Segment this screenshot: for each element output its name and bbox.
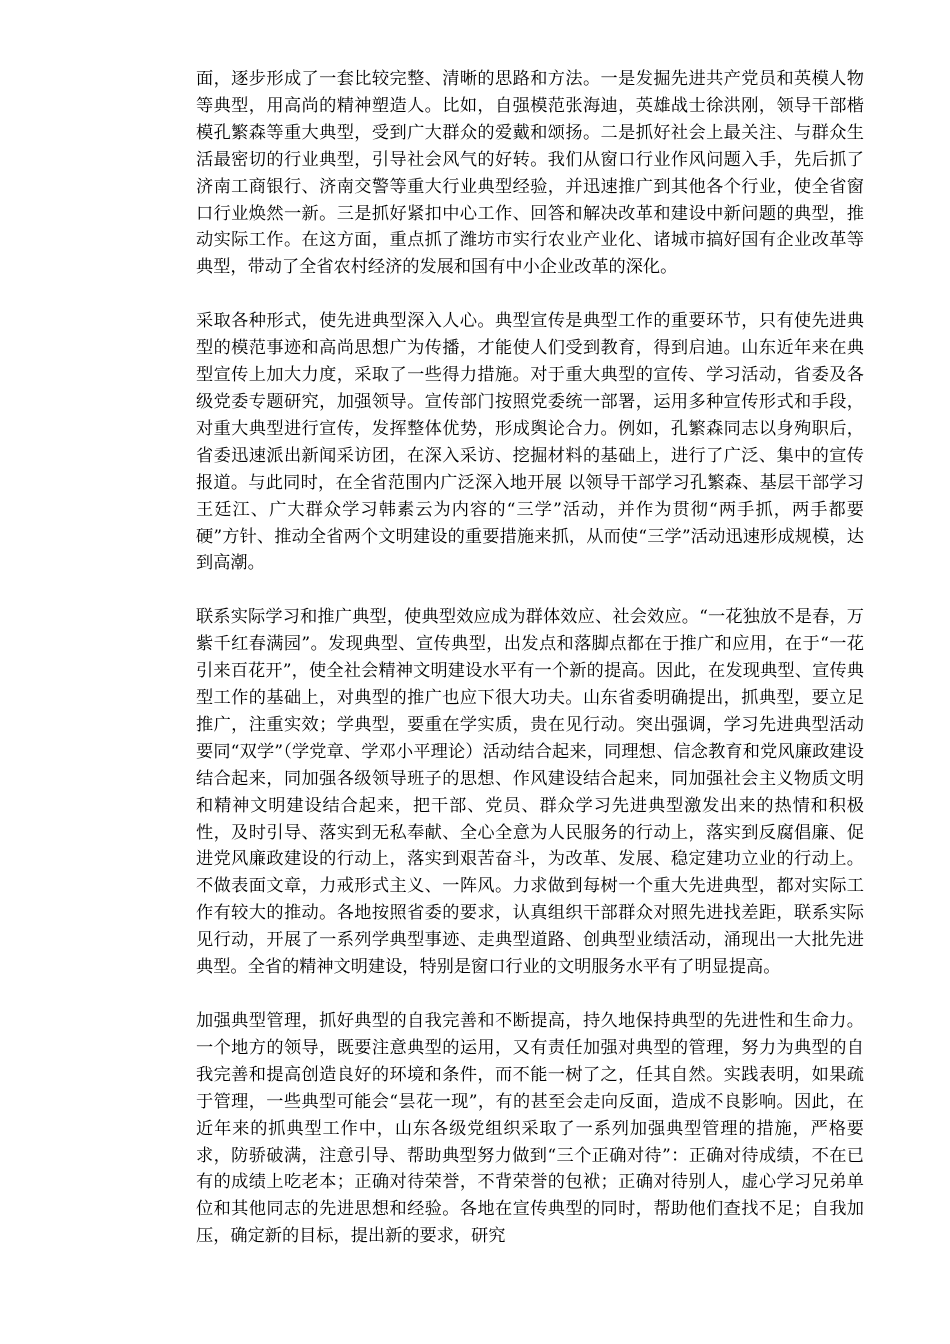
paragraph-2: 采取各种形式，使先进典型深入人心。典型宣传是典型工作的重要环节，只有使先进典型的模范事迹和高尚思想广为传播，才能使人们受到教育，得到启迪。山东近年来在典型宣传上加大力度，采取了一些得力措施。对于重大典型的宣传、学习活动，省委及各级党委专题研究，加强领导。宣传部门按照党委统一部署，运用多种宣传形式和手段，对重大典型进行宣传，发挥整体优势，形成舆论合力。例如，孔繁森同志以身殉职后，省委迅速派出新闻采访团，在深入采访、挖掘材料的基础上，进行了广泛、集中的宣传报道。与此同时，在全省范围内广泛深入地开展 以领导干部学习孔繁森、基层干部学习王廷江、广大群众学习韩素云为内容的“三学”活动，并作为贯彻“两手抓，两手都要硬”方针、推动全省两个文明建设的重要措施来抓，从而使“三学”活动迅速形成规模，达到高潮。 bbox=[196, 311, 864, 574]
paragraph-3: 联系实际学习和推广典型，使典型效应成为群体效应、社会效应。“一花独放不是春，万紫千红春满园”。发现典型、宣传典型，出发点和落脚点都在于推广和应用，在于“一花引来百花开”，使全社会精神文明建设水平有一个新的提高。因此，在发现典型、宣传典型工作的基础上，对典型的推广也应下很大功夫。山东省委明确提出，抓典型，要立足推广，注重实效；学典型，要重在学实质，贵在见行动。突出强调，学习先进典型活动要同“双学”（学党章、学邓小平理论）活动结合起来，同理想、信念教育和党风廉政建设结合起来，同加强各级领导班子的思想、作风建设结合起来，同加强社会主义物质文明和精神文明建设结合起来，把干部、党员、群众学习先进典型激发出来的热情和积极性，及时引导、落实到无私奉献、全心全意为人民服务的行动上，落实到反腐倡廉、促进党风廉政建设的行动上，落实到艰苦奋斗，为改革、发展、稳定建功立业的行动上。不做表面文章，力戒形式主义、一阵风。力求做到每树一个重大先进典型，都对实际工作有较大的推动。各地按照省委的要求，认真组织干部群众对照先进找差距，联系实际见行动，开展了一系列学典型事迹、走典型道路、创典型业绩活动，涌现出一大批先进典型。全省的精神文明建设，特别是窗口行业的文明服务水平有了明显提高。 bbox=[196, 607, 864, 978]
document-body bbox=[196, 66, 864, 1250]
paragraph-4: 加强典型管理，抓好典型的自我完善和不断提高，持久地保持典型的先进性和生命力。一个地方的领导，既要注意典型的运用，又有责任加强对典型的管理，努力为典型的自我完善和提高创造良好的环境和条件，而不能一树了之，任其自然。实践表明，如果疏于管理，一些典型可能会“昙花一现”，有的甚至会走向反面，造成不良影响。因此，在近年来的抓典型工作中，山东各级党组织采取了一系列加强典型管理的措施，严格要求，防骄破满，注意引导、帮助典型努力做到“三个正确对待”：正确对待成绩，不在已有的成绩上吃老本；正确对待荣誉，不背荣誉的包袱；正确对待别人，虚心学习兄弟单位和其他同志的先进思想和经验。各地在宣传典型的同时，帮助他们查找不足；自我加压，确定新的目标，提出新的要求，研究 bbox=[196, 1011, 864, 1247]
paragraph-1: 面，逐步形成了一套比较完整、清晰的思路和方法。一是发掘先进共产党员和英模人物等典型，用高尚的精神塑造人。比如，自强模范张海迪，英雄战士徐洪刚，领导干部楷模孔繁森等重大典型，受到广大群众的爱戴和颂扬。二是抓好社会上最关注、与群众生活最密切的行业典型，引导社会风气的好转。我们从窗口行业作风问题入手，先后抓了济南工商银行、济南交警等重大行业典型经验，并迅速推广到其他各个行业，使全省窗口行业焕然一新。三是抓好紧扣中心工作、回答和解决改革和建设中新问题的典型，推动实际工作。在这方面，重点抓了潍坊市实行农业产业化、诸城市搞好国有企业改革等典型，带动了全省农村经济的发展和国有中小企业改革的深化。 bbox=[196, 69, 864, 278]
